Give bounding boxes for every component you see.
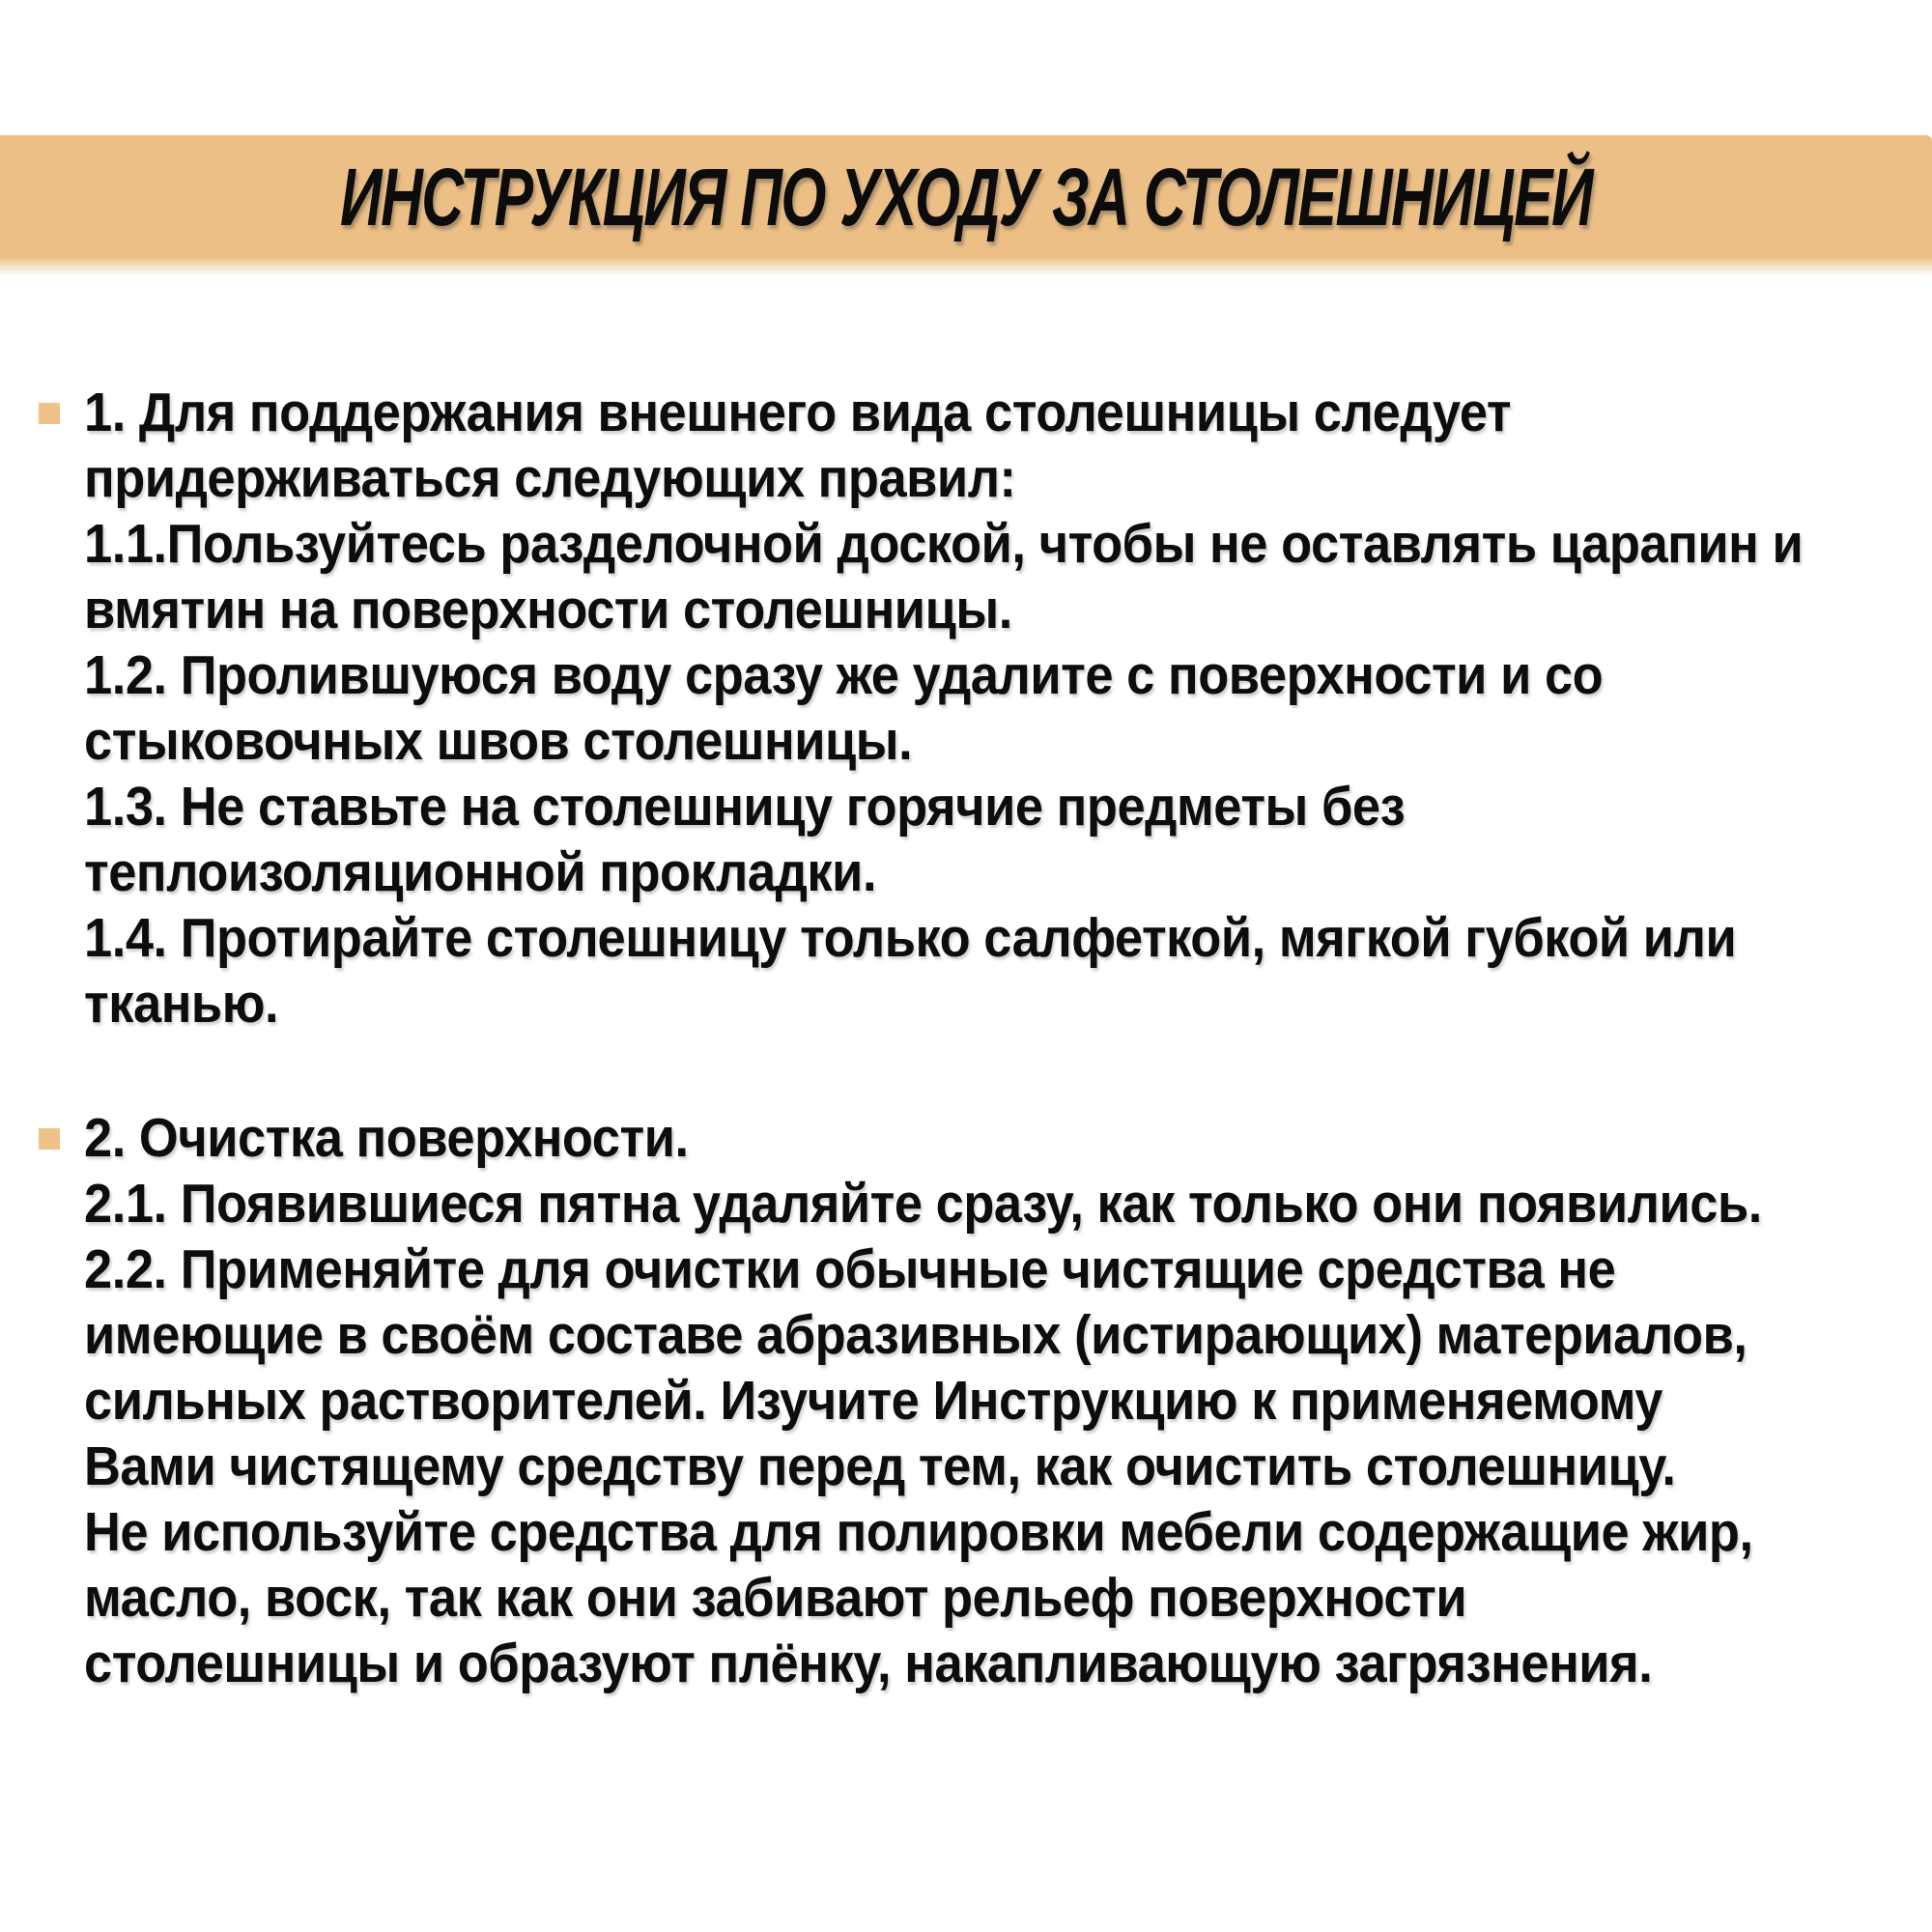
text-line: сильных растворителей. Изучите Инструкцию к применяемому	[84, 1370, 1662, 1432]
text-line: Не используйте средства для полировки мебели содержащие жир,	[84, 1501, 1753, 1563]
text-line: 1.1.Пользуйтесь разделочной доской, чтобы не оставлять царапин и	[84, 513, 1804, 575]
text-line: теплоизоляционной прокладки.	[84, 841, 877, 903]
text-line: столешницы и образуют плёнку, накапливающую загрязнения.	[84, 1633, 1653, 1694]
bullet-square-icon	[39, 403, 60, 424]
text-line: 1.2. Пролившуюся воду сразу же удалите с поверхности и со	[84, 644, 1604, 706]
page-title: ИНСТРУКЦИЯ ПО УХОДУ ЗА СТОЛЕШНИЦЕЙ	[339, 151, 1593, 242]
text-line: имеющие в своём составе абразивных (истирающих) материалов,	[84, 1304, 1747, 1366]
section-text	[84, 1105, 1762, 1696]
text-line: 2.2. Применяйте для очистки обычные чистящие средства не	[84, 1238, 1616, 1300]
bullet-square-icon	[39, 1128, 60, 1150]
text-line: тканью.	[84, 973, 279, 1035]
text-line: 1.4. Протирайте столешницу только салфеткой, мягкой губкой или	[84, 907, 1737, 969]
text-line: 1.3. Не ставьте на столешницу горячие предметы без	[84, 776, 1406, 838]
text-line: придерживаться следующих правил:	[84, 447, 1016, 509]
text-line: 2. Очистка поверхности.	[84, 1107, 689, 1169]
text-line: Вами чистящему средству перед тем, как очистить столешницу.	[84, 1435, 1676, 1497]
text-line: 2.1. Появившиеся пятна удаляйте сразу, как только они появились.	[84, 1173, 1762, 1235]
section-text	[84, 380, 1803, 1037]
text-line: 1. Для поддержания внешнего вида столешницы следует	[84, 382, 1512, 443]
header-band	[0, 135, 1932, 259]
text-line: вмятин на поверхности столешницы.	[84, 579, 1012, 640]
text-line: стыковочных швов столешницы.	[84, 710, 913, 772]
text-line: масло, воск, так как они забивают рельеф поверхности	[84, 1567, 1467, 1629]
